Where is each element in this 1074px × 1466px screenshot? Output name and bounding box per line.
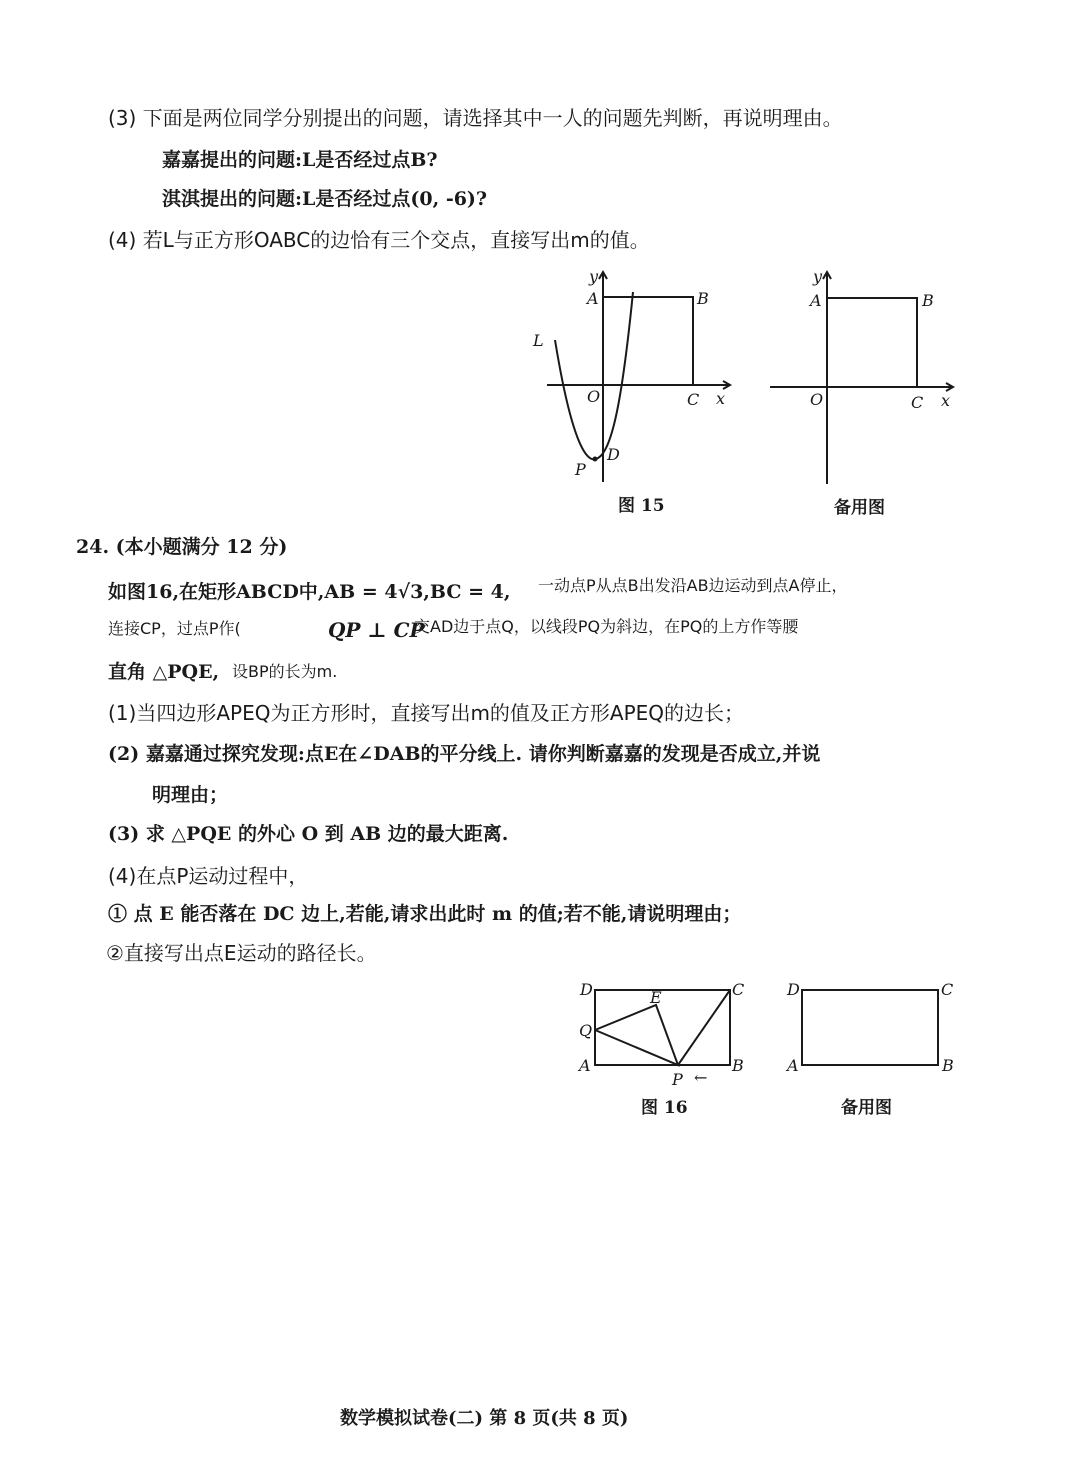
fig16-label-c: C: [732, 980, 745, 999]
spare16-label-a: A: [787, 1056, 799, 1075]
spare15-label-a: A: [810, 291, 822, 310]
fig15-label-p: P: [575, 460, 586, 479]
fig16-label-b: B: [732, 1056, 744, 1075]
fig15-parabola-l: [555, 292, 633, 459]
fig16-rectangle: [595, 990, 730, 1065]
fig16-label-d: D: [580, 980, 593, 999]
spare15-label-b: B: [922, 291, 934, 310]
q24-intro-a: 如图16,在矩形ABCD中,AB = 4√3,BC = 4,: [108, 581, 511, 603]
fig15-label-d: D: [607, 445, 620, 464]
spare16-label-c: C: [941, 980, 954, 999]
q24-intro-c: 连接CP，过点P作(: [108, 619, 241, 638]
fig15-point-p: [593, 457, 598, 462]
fig15-label-a: A: [587, 289, 599, 308]
q23-qiqi-question: 淇淇提出的问题:L是否经过点(0, -6)?: [162, 188, 488, 210]
fig16-arrow: ←: [694, 1068, 708, 1087]
spare16-label-d: D: [787, 980, 800, 999]
fig15-spare-caption: 备用图: [834, 498, 885, 518]
q24-intro-e: 交AD边于点Q，以线段PQ为斜边，在PQ的上方作等腰: [414, 617, 799, 636]
fig15-label-x: x: [716, 389, 726, 408]
fig16-label-e: E: [650, 988, 662, 1007]
spare15-label-o: O: [810, 390, 824, 409]
spare16-label-b: B: [942, 1056, 954, 1075]
q24-intro-d: QP ⊥ CP: [328, 618, 425, 642]
fig16-label-p: P: [672, 1070, 683, 1089]
figure-15-spare: [765, 262, 965, 492]
figure-16-spare: [780, 975, 965, 1090]
q24-part4-2: ②直接写出点E运动的路径长。: [106, 941, 377, 965]
q24-part4: (4)在点P运动过程中，: [108, 864, 309, 888]
spare16-rectangle: [802, 990, 938, 1065]
q24-intro-g: 设BP的长为m.: [232, 662, 338, 681]
fig16-label-a: A: [579, 1056, 591, 1075]
q24-intro-b: 一动点P从点B出发沿AB边运动到点A停止，: [538, 576, 848, 595]
figure-16: [570, 975, 755, 1090]
q24-header: 24. (本小题满分 12 分): [76, 536, 288, 558]
fig15-label-c: C: [687, 390, 700, 409]
fig16-segment-pc: [678, 990, 730, 1065]
q23-jiajia-question: 嘉嘉提出的问题:L是否经过点B?: [162, 149, 438, 171]
figure-15: [525, 262, 745, 492]
q23-part3: (3) 下面是两位同学分别提出的问题，请选择其中一人的问题先判断，再说明理由。: [108, 106, 843, 130]
fig15-label-o: O: [587, 387, 601, 406]
spare15-label-x: x: [941, 391, 951, 410]
fig15-label-b: B: [697, 289, 709, 308]
q24-part2-a: (2) 嘉嘉通过探究发现:点E在∠DAB的平分线上. 请你判断嘉嘉的发现是否成立,并说: [108, 743, 821, 765]
fig16-spare-caption: 备用图: [841, 1098, 892, 1118]
fig15-label-l: L: [533, 331, 544, 350]
spare15-label-y: y: [813, 267, 823, 286]
q24-part2-b: 明理由；: [152, 784, 229, 806]
spare15-label-c: C: [911, 393, 924, 412]
fig16-caption: 图 16: [641, 1098, 688, 1118]
q23-part4: (4) 若L与正方形OABC的边恰有三个交点，直接写出m的值。: [108, 228, 650, 252]
spare15-square: [827, 298, 917, 387]
fig15-label-y: y: [589, 267, 599, 286]
fig16-triangle: [595, 1005, 678, 1065]
fig15-square: [603, 297, 693, 385]
fig15-caption: 图 15: [618, 496, 665, 516]
fig16-label-q: Q: [579, 1021, 593, 1040]
q24-part4-1: ① 点 E 能否落在 DC 边上,若能,请求出此时 m 的值;若不能,请说明理由；: [108, 903, 742, 925]
page-footer: 数学模拟试卷(二) 第 8 页(共 8 页): [340, 1408, 629, 1429]
q24-part1: (1)当四边形APEQ为正方形时，直接写出m的值及正方形APEQ的边长；: [108, 701, 745, 725]
q24-intro-f: 直角 △PQE,: [108, 661, 220, 683]
q24-part3: (3) 求 △PQE 的外心 O 到 AB 边的最大距离.: [108, 823, 509, 845]
